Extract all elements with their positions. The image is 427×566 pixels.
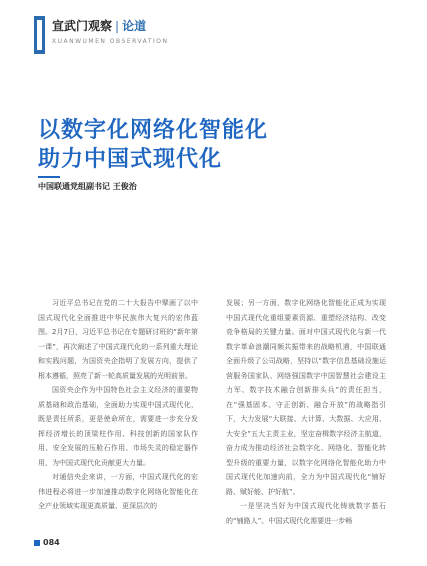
brand-separator: |: [115, 19, 120, 33]
paragraph: 对通信央企来讲，一方面，中国式现代化的宏伟进程必将进一步加速推动数字化网络化智能化在全产业领域实现更高质量、更深层次的: [38, 473, 198, 510]
header-subbrand: XUANWUMEN OBSERVATION: [52, 38, 169, 45]
title-line-2: 助力中国式现代化: [38, 146, 223, 172]
body-column-right: [226, 296, 386, 528]
paragraph: 国资央企作为中国特色社会主义经济的重要物质基础和政治基础，全面助力实现中国式现代化，既是责任所系，更是使命所在，需要进一步充分发挥经济增长的顶梁柱作用、科技创新的国家队作用、安全发展的压舱石作用、市场失灵的稳定器作用，为中国式现代化贡献更大力量。: [38, 386, 198, 467]
paragraph: 习近平总书记在党的二十大报告中擘画了以中国式现代化全面推进中华民族伟大复兴的宏伟蓝图。2月7日，习近平总书记在专题研讨班的“新年第一课”，再次阐述了中国式现代化的一系列重大理论和实践问题，为国资央企指明了发展方向，提供了根本遵循，照亮了新一轮高质量发展的光明前景。: [38, 299, 198, 380]
page-number-marker: [34, 540, 40, 546]
page-number-text: 084: [43, 538, 60, 547]
section-name: 论道: [122, 19, 147, 33]
title-underline: [38, 176, 60, 178]
body-column-left: [38, 296, 198, 514]
page-number: [34, 538, 60, 547]
brand-name: 宣武门观察: [52, 19, 113, 33]
page-header: [34, 16, 394, 56]
article-author: 中国联通党组副书记 王俊治: [38, 182, 137, 191]
header-brand: [52, 17, 146, 34]
title-line-1: 以数字化网络化智能化: [38, 117, 269, 143]
header-logo-mark: [34, 16, 45, 54]
paragraph: 一是坚决当好为中国式现代化铸就数字基石的“铺路人”。中国式现代化需要进一步畅: [226, 502, 386, 525]
article-title: [38, 116, 358, 174]
paragraph: 发展；另一方面，数字化网络化智能化正成为实现中国式现代化重组要素资源、重塑经济结构、改变竞争格局的关键力量。面对中国式现代化与新一代数字革命浪潮同频共振带来的战略机遇，中国联通全面升级了公司战略，坚持以“数字信息基础设施运营服务国家队、网络强国数字中国智慧社会建设主力军、数字技术融合创新排头兵”的责任担当，在“强基固本、守正创新、融合开放”的战略指引下，大力发展“大联接、大计算、大数据、大应用、大安全”五大主责主业，坚定奋楫数字经济主航道，奋力成为推动经济社会数字化、网络化、智能化转型升级的重要力量，以数字化网络化智能化助力中国式现代化加速向前，全力为中国式现代化“铺好路、赋好能、护好航”。: [226, 299, 386, 496]
